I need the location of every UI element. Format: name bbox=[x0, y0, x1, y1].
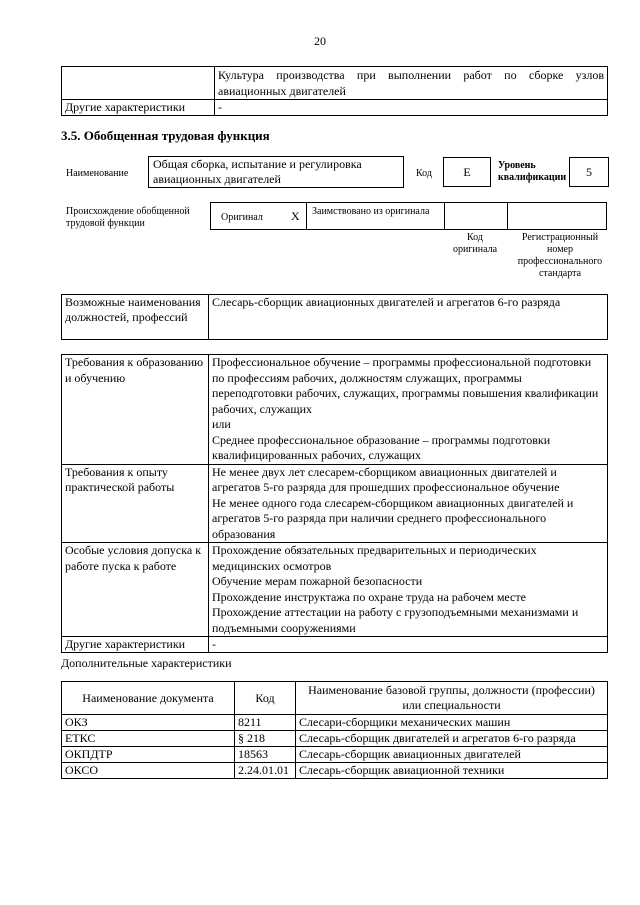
requirement-row-special bbox=[62, 543, 608, 637]
origin-box bbox=[210, 202, 607, 230]
top-characteristics-table bbox=[61, 66, 608, 116]
group-name-cell: Слесарь-сборщик авиационной техники bbox=[296, 763, 608, 779]
code-cell: 2.24.01.01 bbox=[235, 763, 296, 779]
doc-name-cell: ОКПДТР bbox=[62, 747, 235, 763]
requirement-line: Не менее двух лет слесарем-сборщиком авиационных двигателей и агрегатов 5-го разряда для прошедших профессиональное обучение bbox=[212, 464, 560, 494]
requirement-line: Не менее одного года слесарем-сборщиком авиационных двигателей и агрегатов 5-го разряда при наличии среднего профессионального образования bbox=[212, 495, 574, 541]
origin-label: Происхождение обобщенной трудовой функции bbox=[66, 206, 190, 229]
table-row bbox=[62, 763, 608, 779]
group-name-cell: Слесарь-сборщик двигателей и агрегатов 6-го разряда bbox=[296, 731, 608, 747]
possible-names-label: Возможные наименования должностей, профессий bbox=[62, 295, 209, 340]
requirement-value bbox=[209, 464, 608, 543]
table-row bbox=[62, 715, 608, 731]
requirement-label: Другие характеристики bbox=[62, 637, 209, 653]
group-name-cell: Слесари-сборщики механических машин bbox=[296, 715, 608, 731]
requirement-line: Прохождение инструктажа по охране труда на рабочем месте bbox=[212, 589, 526, 604]
code-cell: 8211 bbox=[235, 715, 296, 731]
possible-names-table bbox=[61, 294, 608, 340]
original-label: Оригинал bbox=[221, 212, 263, 223]
requirement-line: Профессиональное обучение – программы профессиональной подготовки по профессиям рабочих, должностям служащих, программы переподготовки рабочих, служащих, программы повышения квалификации рабочих, служащих bbox=[212, 355, 599, 416]
top-table-other-value: - bbox=[215, 100, 608, 116]
additional-table bbox=[61, 681, 608, 779]
requirement-value bbox=[209, 355, 608, 465]
top-table-other-label: Другие характеристики bbox=[62, 100, 215, 116]
requirement-line: Обучение мерам пожарной безопасности bbox=[212, 574, 423, 588]
header-code: Код bbox=[235, 682, 296, 715]
code-label: Код bbox=[416, 168, 432, 179]
reg-number-caption: Регистрационный номер профессионального стандарта bbox=[517, 232, 603, 279]
top-table-empty-cell bbox=[62, 67, 215, 100]
code-cell: 18563 bbox=[235, 747, 296, 763]
requirement-label: Требования к опыту практической работы bbox=[62, 464, 209, 543]
requirements-table bbox=[61, 354, 608, 653]
doc-name-cell: ЕТКС bbox=[62, 731, 235, 747]
section-title: 3.5. Обобщенная трудовая функция bbox=[61, 128, 270, 143]
top-table-culture-text: Культура производства при выполнении работ по сборке узлов авиационных двигателей bbox=[215, 67, 608, 100]
code-value: E bbox=[463, 165, 471, 179]
possible-names-value: Слесарь-сборщик авиационных двигателей и агрегатов 6-го разряда bbox=[209, 295, 608, 340]
origin-divider-2 bbox=[444, 203, 445, 229]
level-box bbox=[569, 157, 609, 187]
requirement-line: Среднее профессиональное образование – программы подготовки квалифицированных рабочих, служащих bbox=[212, 432, 551, 462]
code-original-caption: Код оригинала bbox=[452, 232, 498, 255]
doc-name-cell: ОКСО bbox=[62, 763, 235, 779]
header-group-name: Наименование базовой группы, должности (профессии) или специальности bbox=[296, 682, 608, 715]
requirement-label: Требования к образованию и обучению bbox=[62, 355, 209, 465]
requirement-line: Прохождение обязательных предварительных и периодических медицинских осмотров bbox=[212, 543, 537, 573]
requirement-value bbox=[209, 637, 608, 653]
requirement-row-other bbox=[62, 637, 608, 653]
level-value: 5 bbox=[586, 165, 592, 179]
table-row bbox=[62, 747, 608, 763]
table-row bbox=[62, 731, 608, 747]
requirement-line: Прохождение аттестации на работу с грузоподъемными механизмами и подъемными сооружениями bbox=[212, 605, 579, 635]
requirement-line: или bbox=[212, 417, 231, 431]
doc-name-cell: ОКЗ bbox=[62, 715, 235, 731]
level-label: Уровень квалификации bbox=[498, 160, 567, 183]
requirement-value bbox=[209, 543, 608, 637]
borrowed-label: Заимствовано из оригинала bbox=[312, 206, 430, 217]
origin-divider-3 bbox=[507, 203, 508, 229]
origin-divider-1 bbox=[306, 203, 307, 229]
additional-header-row bbox=[62, 682, 608, 715]
code-box bbox=[443, 157, 491, 187]
function-name-box bbox=[148, 156, 404, 188]
additional-title: Дополнительные характеристики bbox=[61, 656, 232, 670]
requirement-line: - bbox=[212, 637, 216, 651]
original-mark: X bbox=[291, 209, 300, 223]
function-name-value: Общая сборка, испытание и регулировка авиационных двигателей bbox=[153, 157, 362, 186]
requirement-label: Особые условия допуска к работе пуска к работе bbox=[62, 543, 209, 637]
requirement-row-experience bbox=[62, 464, 608, 543]
code-cell: § 218 bbox=[235, 731, 296, 747]
name-label: Наименование bbox=[66, 168, 129, 179]
group-name-cell: Слесарь-сборщик авиационных двигателей bbox=[296, 747, 608, 763]
page-number: 20 bbox=[314, 34, 326, 48]
header-doc-name: Наименование документа bbox=[62, 682, 235, 715]
requirement-row-education bbox=[62, 355, 608, 465]
